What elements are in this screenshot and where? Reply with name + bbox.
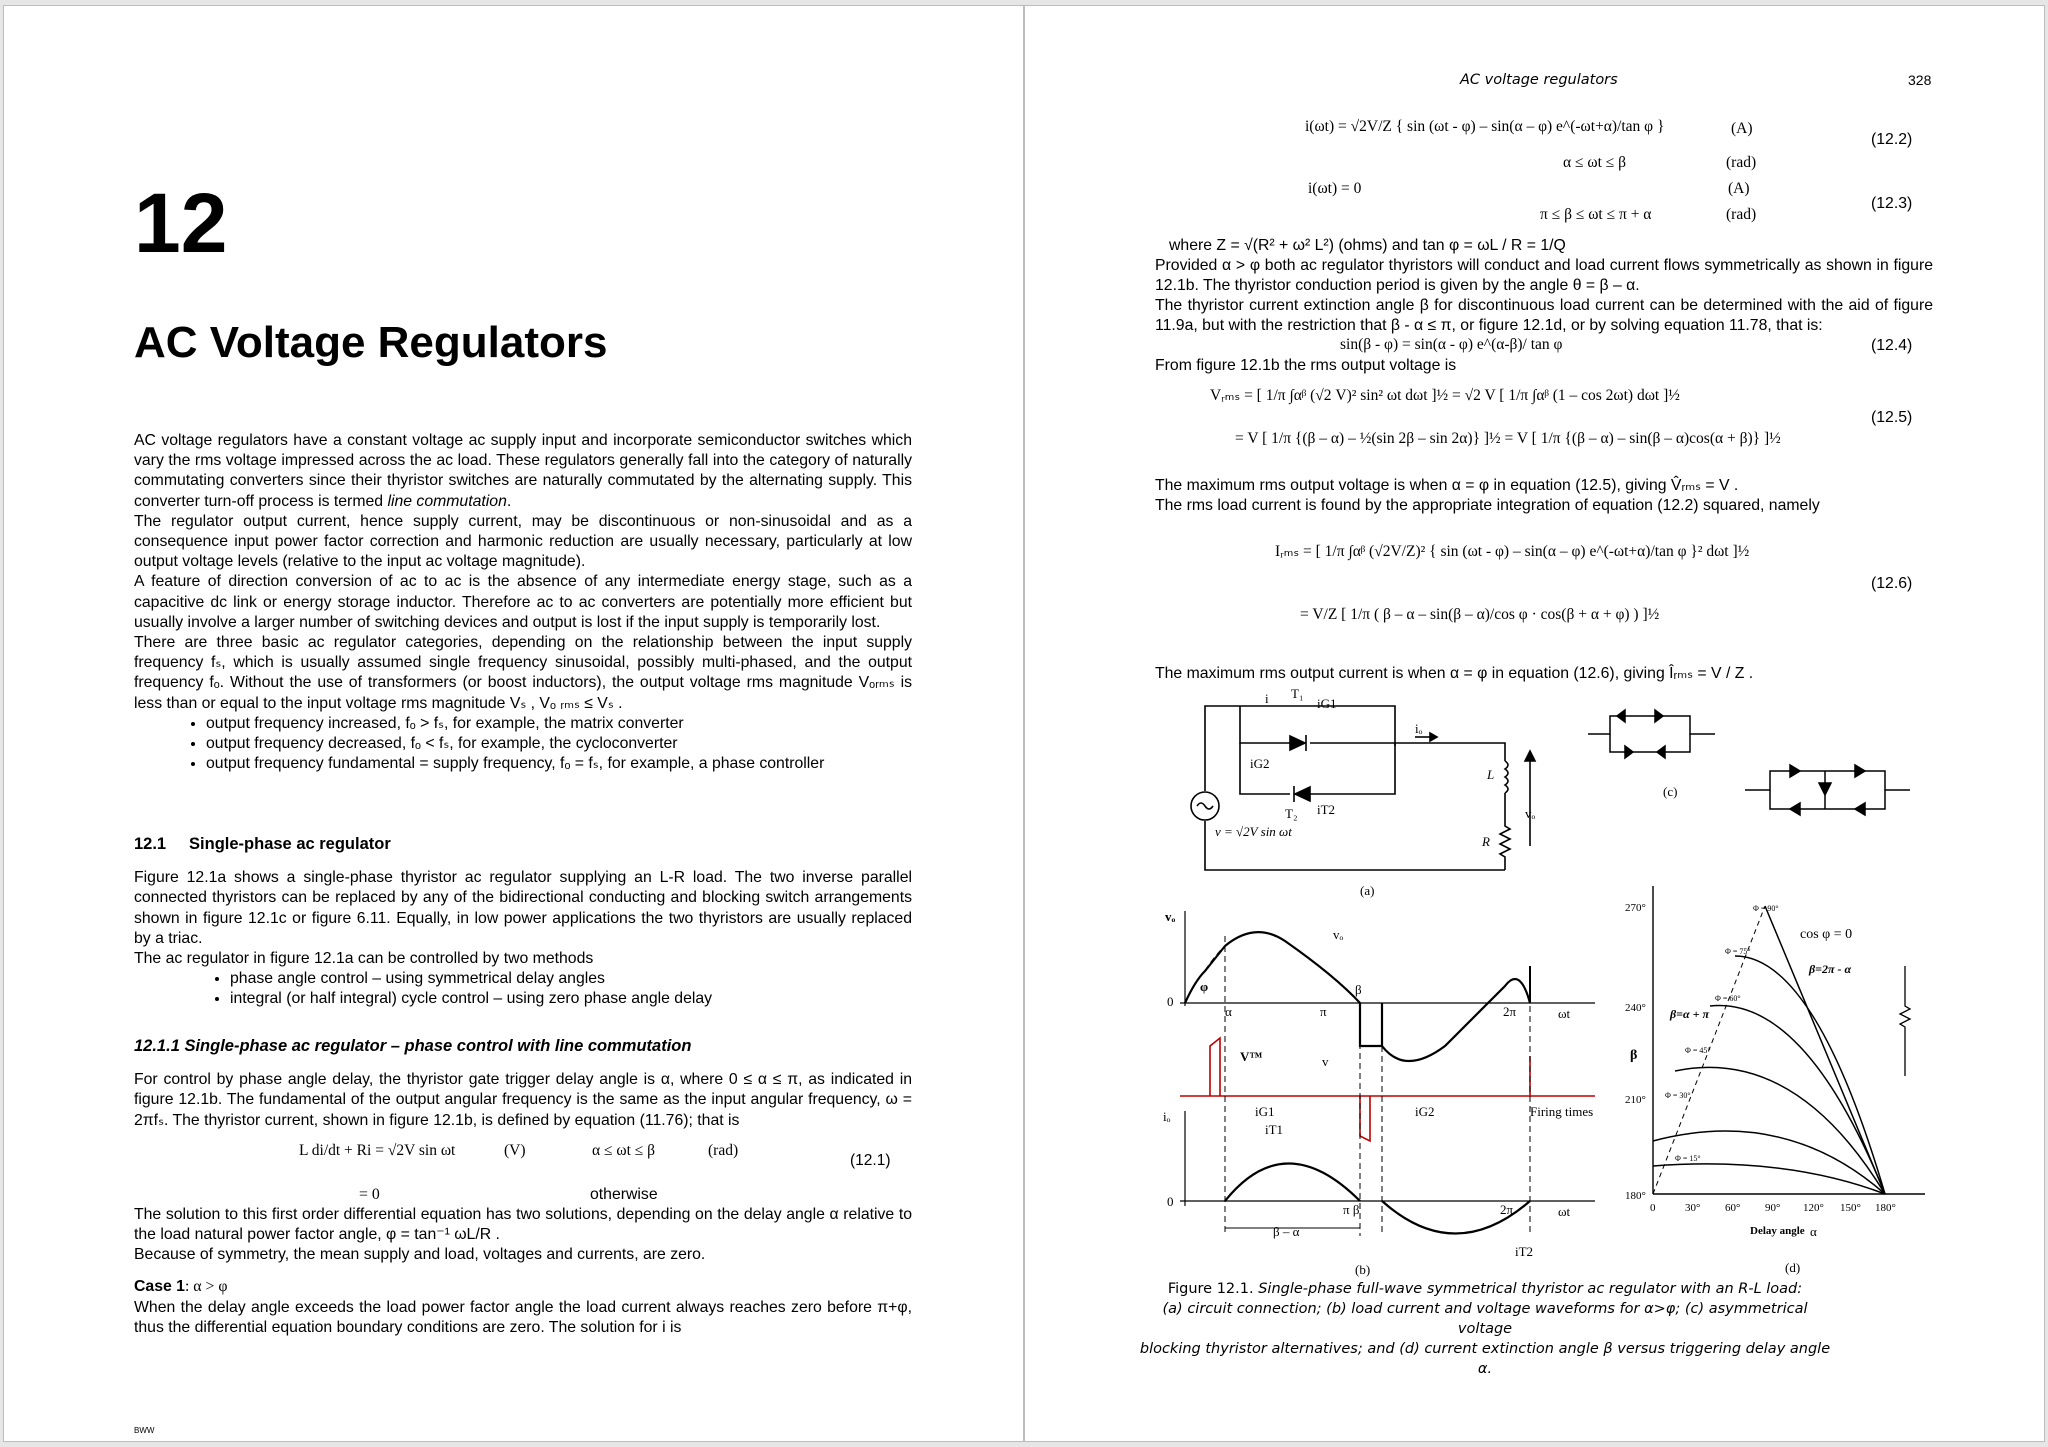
d-curve-label: Φ = 15°: [1675, 1154, 1701, 1163]
eq2-range: α ≤ ωt ≤ β: [1563, 154, 1627, 171]
d-curve-label: Φ = 75°: [1725, 947, 1751, 956]
section-12-1: [134, 834, 912, 1010]
eq3-range: π ≤ β ≤ ωt ≤ π + α: [1540, 206, 1652, 223]
eq2-body: i(ωt) = √2V/Z { sin (ωt - φ) – sin(α – φ) e^(-ωt+α)/tan φ }: [1305, 118, 1665, 135]
page-number: 328: [1908, 72, 1932, 88]
label-b-beta: β: [1355, 982, 1362, 997]
eq5-line-2: = V [ 1/π {(β – α) – ½(sin 2β – sin 2α)} ]½ = V [ 1/π {(β – α) – sin(β – α)cos(α + β)} ]½: [1235, 430, 1781, 447]
eq1-unit2: (rad): [708, 1141, 739, 1159]
label-b-iG2: iG2: [1415, 1104, 1435, 1119]
d-x-label: Delay angle: [1750, 1225, 1805, 1237]
chart-labels-d: [1625, 902, 1896, 1275]
subsection-paragraph-3: Because of symmetry, the mean supply and load, voltages and currents, are zero.: [134, 1246, 706, 1264]
paragraph-max-voltage: The maximum rms output voltage is when α = φ in equation (12.5), giving V̂ᵣₘₛ = V .: [1155, 477, 1739, 494]
label-b-wt: ωt: [1558, 1006, 1571, 1021]
eq6-line-2: = V/Z [ 1/π ( β – α – sin(β – α)/cos φ · cos(β + α + φ) ) ]½: [1300, 606, 1660, 623]
circuit-wire-t2-right: [1310, 743, 1395, 794]
switch-alternatives-c: [1588, 710, 1910, 815]
label-b-firing: Firing times: [1530, 1104, 1594, 1119]
eq1-unit: (V): [504, 1141, 526, 1159]
d-b2pi-label: β=2π - α: [1809, 962, 1852, 976]
vth-pulse-2: [1360, 1096, 1370, 1141]
d-curve-label: Φ = 45°: [1685, 1046, 1711, 1055]
thyristor-t1-symbol: [1290, 736, 1305, 750]
section-title: Single-phase ac regulator: [189, 835, 391, 853]
d-xtick: 120°: [1803, 1202, 1824, 1214]
chapter-title: AC Voltage Regulators: [134, 318, 608, 367]
bullet-item: • integral (or half integral) cycle control – using zero phase angle delay: [230, 989, 912, 1009]
section-paragraph-2: The ac regulator in figure 12.1a can be controlled by two methods: [134, 950, 594, 968]
caption-line-2: (a) circuit connection; (b) load current and voltage waveforms for α>φ; (c) asymmetrical voltage: [1162, 1301, 1808, 1337]
d-rl-load-icon: [1900, 966, 1910, 1076]
io-t1-waveform: [1225, 1164, 1360, 1202]
eq3-unit2: (rad): [1726, 206, 1757, 223]
figure-caption: [1135, 1279, 1835, 1379]
d-y-label: β: [1630, 1048, 1638, 1063]
alt1-top: [1588, 716, 1715, 734]
alt1-device: [1655, 710, 1663, 722]
section-heading: [134, 834, 912, 854]
label-iG2: iG2: [1250, 756, 1270, 771]
eq1-number: (12.1): [850, 1151, 891, 1169]
label-b-vth: V™: [1240, 1049, 1263, 1064]
case-1-paragraph: When the delay angle exceeds the load power factor angle the load current always reaches zero before π+φ, thus the differential equation boundary conditions are zero. The solution for i is: [134, 1298, 912, 1336]
alt1-device: [1657, 746, 1665, 758]
paragraph-rms-current: The rms load current is found by the appropriate integration of equation (12.2) squared, namely: [1155, 497, 1820, 514]
d-ytick: 240°: [1625, 1002, 1646, 1014]
bullet-item: • output frequency decreased, fₒ < fₛ, for example, the cycloconverter: [206, 734, 912, 754]
alt2-device: [1790, 803, 1800, 815]
section-paragraph-1: Figure 12.1a shows a single-phase thyristor ac regulator supplying an L-R load. The two inverse parallel connected thyristors can be replaced by any of the bidirectional conducting and blocking switch arrangements shown in figure 12.1c or figure 6.11. Equally, in low power applications the two thyristors are usually replaced by a triac.: [134, 869, 912, 947]
d-ytick: 180°: [1625, 1190, 1646, 1202]
d-xtick: 30°: [1685, 1202, 1701, 1214]
waveform-labels-b: [1163, 909, 1593, 1277]
subsection-paragraph-1: For control by phase angle delay, the thyristor gate trigger delay angle is α, where 0 ≤ α ≤ π, as indicated in figure 12.1b. The fundamental of the output angular frequency is the same as the input angular frequency, ω = 2πfₛ. The thyristor current, shown in figure 12.1b, is defined by equation (11.76); that is: [134, 1071, 912, 1129]
intro-p1-emphasis: line commutation: [387, 492, 507, 510]
eq3-unit: (A): [1728, 180, 1750, 197]
intro-paragraph-2: The regulator output current, hence supply current, may be discontinuous or non-sinusoidal and as a consequence input power factor correction and harmonic reduction are usually necessary, particularly at low output voltage levels (relative to the input ac voltage magnitude).: [134, 512, 912, 571]
d-curve-phi45: [1675, 1067, 1885, 1194]
subsection-heading: 12.1.1 Single-phase ac regulator – phase control with line commutation: [134, 1037, 692, 1055]
alt1-bottom: [1610, 734, 1690, 752]
label-b-phi: φ: [1200, 979, 1209, 994]
label-b-iG1: iG1: [1255, 1104, 1275, 1119]
figure-12-1: [1025, 6, 2045, 1442]
eq3-body: i(ωt) = 0: [1308, 180, 1362, 197]
circuit-wire-load-top: [1395, 743, 1505, 761]
d-ytick: 270°: [1625, 902, 1646, 914]
paragraph-max-current: The maximum rms output current is when α = φ in equation (12.6), giving Îᵣₘₛ = V / Z .: [1155, 665, 1754, 682]
label-b-wt-lower: ωt: [1558, 1204, 1571, 1219]
d-xtick: 150°: [1840, 1202, 1861, 1214]
eq4-number: (12.4): [1871, 337, 1913, 354]
label-a: (a): [1360, 883, 1375, 898]
label-b-iT2: iT2: [1515, 1244, 1534, 1259]
alt2-device: [1790, 765, 1800, 777]
intro-paragraph-1: AC voltage regulators have a constant voltage ac supply input and incorporate semiconductor switches which vary the rms voltage impressed across the ac load. These regulators generally fall into the category of naturally commutating converters since their thyristor switches are naturally commutated by the alternating supply. This converter turn-off process is termed line commutation.: [134, 432, 912, 510]
running-header: AC voltage regulators: [1460, 72, 1618, 88]
vo-waveform-positive: [1185, 932, 1360, 1003]
eq2-unit2: (rad): [1726, 154, 1757, 171]
eq1-range: α ≤ ωt ≤ β: [592, 1141, 656, 1159]
alt1-device: [1617, 710, 1625, 722]
page-footer: BWW: [134, 1426, 155, 1435]
subsection-paragraph-2: The solution to this first order differential equation has two solutions, depending on the delay angle α relative to the load natural power factor angle, φ = tan⁻¹ ωL/R .: [134, 1205, 912, 1244]
control-method-bullets: [134, 969, 912, 1009]
sine-icon: [1197, 803, 1213, 809]
subsection-12-1-1: [134, 1036, 912, 1338]
eq2-unit: (A): [1731, 120, 1753, 137]
d-cos-label: cos φ = 0: [1800, 927, 1853, 942]
inductor-l-symbol: [1505, 761, 1508, 793]
d-xtick: 0: [1650, 1202, 1656, 1214]
io-arrowhead: [1430, 733, 1437, 741]
right-page: [1024, 5, 2045, 1442]
alt2-device: [1855, 803, 1865, 815]
alt2-device: [1819, 783, 1831, 795]
alt2-device: [1855, 765, 1865, 777]
bullet-item: • output frequency fundamental = supply frequency, fₒ = fₛ, for example, a phase controller: [206, 754, 912, 774]
eq6-line-1: Iᵣₘₛ = [ 1/π ∫αᵝ (√2V/Z)² { sin (ωt - φ) – sin(α – φ) e^(-ωt+α)/tan φ }² dωt ]½: [1275, 543, 1750, 560]
case-1-heading: [134, 1277, 912, 1297]
eq2-number: (12.2): [1871, 131, 1913, 148]
eq4-body: sin(β - φ) = sin(α - φ) e^(α-β)/ tan φ: [1340, 336, 1563, 353]
intro-paragraph-4: There are three basic ac regulator categories, depending on the relationship between the input supply frequency fₛ, which is usually assumed single frequency sinusoidal, possibly multi-phased, and the output frequency fₒ. Without the use of transformers (or boost inductors), the output voltage rms magnitude Vₒᵣₘₛ is less than or equal to the input voltage rms magnitude Vₛ , Vₒ ᵣₘₛ ≤ Vₛ .: [134, 634, 912, 712]
vth-pulse-1: [1210, 1038, 1220, 1096]
eq1-otherwise: otherwise: [590, 1185, 658, 1203]
paragraph-extinction: The thyristor current extinction angle β for discontinuous load current can be determined with the aid of figure 11.9a, but with the restriction that β - α ≤ π, or figure 12.1d, or by solving equation 11.78, that is:: [1155, 297, 1933, 335]
eq5-line-1: Vᵣₘₛ = [ 1/π ∫αᵝ (√2 V)² sin² ωt dωt ]½ = √2 V [ 1/π ∫αᵝ (1 – cos 2ωt) dωt ]½: [1210, 387, 1680, 404]
caption-line-3: blocking thyristor alternatives; and (d) current extinction angle β versus triggering delay angle α.: [1139, 1341, 1831, 1377]
label-io: iₒ: [1415, 721, 1423, 736]
d-xtick: 90°: [1765, 1202, 1781, 1214]
label-c: (c): [1663, 784, 1678, 799]
circuit-labels-a: [1215, 686, 1536, 898]
frequency-bullets: [134, 714, 912, 775]
label-T1: T₁: [1291, 686, 1304, 701]
label-b-pi: π: [1320, 1004, 1327, 1019]
bullet-item: • output frequency increased, fₒ > fₛ, for example, the matrix converter: [206, 714, 912, 734]
d-curve-phi60: [1710, 1006, 1885, 1194]
label-b-zero: 0: [1167, 994, 1174, 1009]
section-number: 12.1: [134, 835, 167, 853]
eq5-number: (12.5): [1871, 409, 1913, 426]
case-condition: : α > φ: [184, 1278, 228, 1296]
intro-paragraph-3: A feature of direction conversion of ac to ac is the absence of any intermediate energy stage, such as a capacitive dc link or energy storage inductor. Therefore ac to ac converters are potentially more efficient but usually involve a larger number of switching devices and output is lost if the input supply is temporarily lost.: [134, 573, 912, 631]
bullet-item: • phase angle control – using symmetrical delay angles: [230, 969, 912, 989]
intro-text: [134, 431, 912, 774]
paragraph-provided: Provided α > φ both ac regulator thyristors will conduct and load current flows symmetrically as shown in figure 12.1b. The thyristor conduction period is given by the angle θ = β – α.: [1155, 257, 1933, 295]
label-b-2pi: 2π: [1503, 1004, 1517, 1019]
eq6-number: (12.6): [1871, 575, 1913, 592]
d-curve-label: Φ = 60°: [1715, 994, 1741, 1003]
label-b-iT1: iT1: [1265, 1122, 1284, 1137]
intro-p1-text: AC voltage regulators have a constant voltage ac supply input and incorporate semiconductor switches which vary the rms voltage impressed across the ac load. These regulators generally fall into the category of naturally commutating converters since their thyristor switches are naturally commutated by the alternating supply. This converter turn-off process is termed: [134, 432, 912, 510]
label-vo: vₒ: [1525, 806, 1536, 821]
equation-12-1: [134, 1131, 912, 1185]
label-b-pi-beta: π β: [1343, 1202, 1360, 1217]
chapter-number: 12: [134, 176, 228, 270]
label-b: (b): [1355, 1262, 1371, 1277]
label-source: v = √2V sin ωt: [1215, 824, 1292, 839]
label-b-alpha: α: [1225, 1004, 1232, 1019]
label-b-ba: β – α: [1273, 1224, 1300, 1239]
label-b-vo: vₒ: [1165, 909, 1176, 924]
left-page: [3, 5, 1024, 1442]
waveform-diagram-b: [1180, 911, 1595, 1236]
thyristor-t2-symbol: [1295, 787, 1310, 801]
caption-line-1: [1135, 1279, 1835, 1299]
resistor-r-symbol: [1500, 793, 1510, 870]
caption-prefix: Figure 12.1.: [1167, 1281, 1259, 1297]
label-b-vo2: vₒ: [1333, 927, 1344, 942]
d-xtick: 60°: [1725, 1202, 1741, 1214]
case-label: Case 1: [134, 1278, 185, 1296]
vo-arrowhead: [1525, 751, 1535, 761]
label-T2: T₂: [1285, 806, 1298, 821]
alt1-device: [1625, 746, 1633, 758]
alt2-bottom: [1770, 790, 1885, 809]
label-b-io: iₒ: [1163, 1109, 1171, 1124]
label-iG1: iG1: [1317, 696, 1337, 711]
extinction-angle-chart-d: [1653, 886, 1925, 1194]
eq1-lhs: L di/dt + Ri = √2V sin ωt: [299, 1141, 456, 1159]
label-b-v: v: [1322, 1054, 1329, 1069]
vo-waveform-negative: [1382, 979, 1530, 1061]
d-curve-phi90: [1765, 906, 1885, 1194]
label-L: L: [1487, 767, 1495, 782]
eq3-number: (12.3): [1871, 195, 1913, 212]
eq1-zero: = 0: [359, 1185, 380, 1203]
d-bapi-label: β=α + π: [1670, 1007, 1710, 1021]
label-d: (d): [1785, 1260, 1801, 1275]
d-curve-label: Φ = 30°: [1665, 1091, 1691, 1100]
equation-12-1-otherwise: [134, 1185, 912, 1205]
vo-blocked-segment: [1360, 1003, 1382, 1046]
label-b-2pi-lower: 2π: [1500, 1202, 1514, 1217]
label-b-zero-lower: 0: [1167, 1194, 1174, 1209]
paragraph-from-figure: From figure 12.1b the rms output voltage is: [1155, 357, 1457, 374]
d-xtick: 180°: [1875, 1202, 1896, 1214]
d-curve-label: Φ = 90°: [1753, 904, 1779, 913]
caption-title: Single-phase full-wave symmetrical thyristor ac regulator with an R-L load:: [1258, 1281, 1803, 1297]
label-iT1: i: [1265, 691, 1269, 706]
where-line: where Z = √(R² + ω² L²) (ohms) and tan φ = ωL / R = 1/Q: [1169, 237, 1566, 254]
label-R: R: [1482, 834, 1490, 849]
d-ytick: 210°: [1625, 1094, 1646, 1106]
circuit-wire-t1-left: [1240, 706, 1290, 743]
d-x-alpha: α: [1810, 1224, 1817, 1239]
label-iT2: iT2: [1317, 802, 1336, 817]
